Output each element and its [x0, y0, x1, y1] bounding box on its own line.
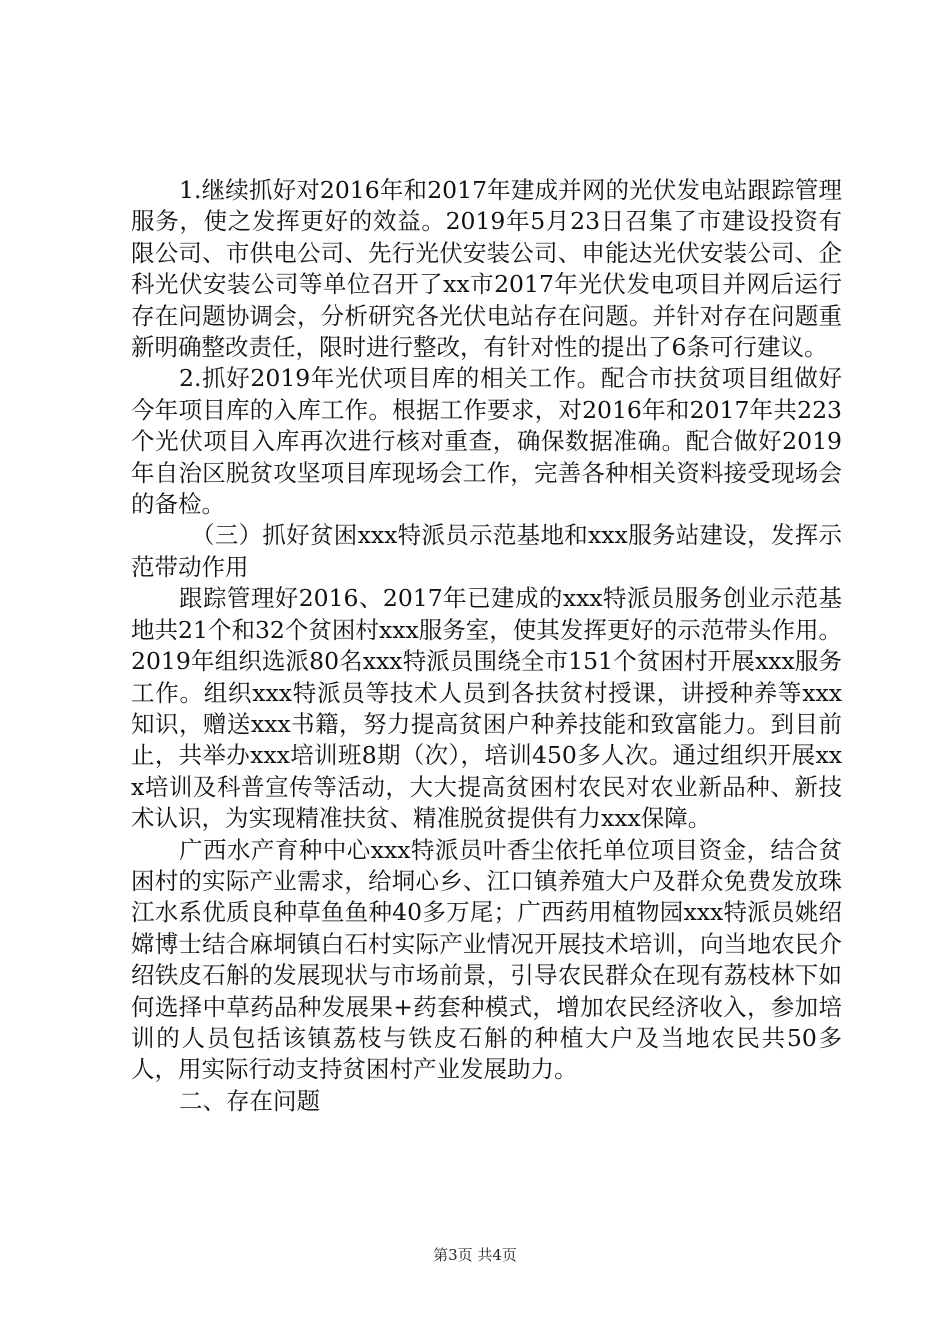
document-body: [131, 175, 842, 1117]
paragraph-service-station: 跟踪管理好2016、2017年已建成的xxx特派员服务创业示范基地共21个和32个贫困村xxx服务室，使其发挥更好的示范带头作用。2019年组织选派80名xxx特派员围绕全市151个贫困村开展xxx服务工作。组织xxx特派员等技术人员到各扶贫村授课，讲授种养等xxx知识，赠送xxx书籍，努力提高贫困户种养技能和致富能力。到目前止，共举办xxx培训班8期（次），培训450多人次。通过组织开展xxx培训及科普宣传等活动，大大提高贫困村农民对农业新品种、新技术认识，为实现精准扶贫、精准脱贫提供有力xxx保障。: [131, 584, 842, 833]
page-footer: 第3页 共4页: [433, 1246, 517, 1264]
paragraph-guangxi-examples: 广西水产育种中心xxx特派员叶香尘依托单位项目资金，结合贫困村的实际产业需求，给垌心乡、江口镇养殖大户及群众免费发放珠江水系优质良种草鱼鱼种40多万尾；广西药用植物园xxx特派员姚绍嫦博士结合麻垌镇白石村实际产业情况开展技术培训，向当地农民介绍铁皮石斛的发展现状与市场前景，引导农民群众在现有荔枝林下如何选择中草药品种发展果+药套种模式，增加农民经济收入，参加培训的人员包括该镇荔枝与铁皮石斛的种植大户及当地农民共50多人，用实际行动支持贫困村产业发展助力。: [131, 835, 842, 1084]
section-heading-existing-problems: 二、存在问题: [179, 1086, 320, 1115]
paragraph-project-library: 2.抓好2019年光伏项目库的相关工作。配合市扶贫项目组做好今年项目库的入库工作。根据工作要求，对2016年和2017年共223个光伏项目入库再次进行核对重查，确保数据准确。配合做好2019年自治区脱贫攻坚项目库现场会工作，完善各种相关资料接受现场会的备检。: [131, 364, 842, 519]
section-heading-demonstration-base: （三）抓好贫困xxx特派员示范基地和xxx服务站建设，发挥示范带动作用: [131, 521, 842, 581]
paragraph-photovoltaic-tracking: 1.继续抓好对2016年和2017年建成并网的光伏发电站跟踪管理服务，使之发挥更好的效益。2019年5月23日召集了市建设投资有限公司、市供电公司、先行光伏安装公司、申能达光伏安装公司、企科光伏安装公司等单位召开了xx市2017年光伏发电项目并网后运行存在问题协调会，分析研究各光伏电站存在问题。并针对存在问题重新明确整改责任，限时进行整改，有针对性的提出了6条可行建议。: [131, 176, 842, 362]
